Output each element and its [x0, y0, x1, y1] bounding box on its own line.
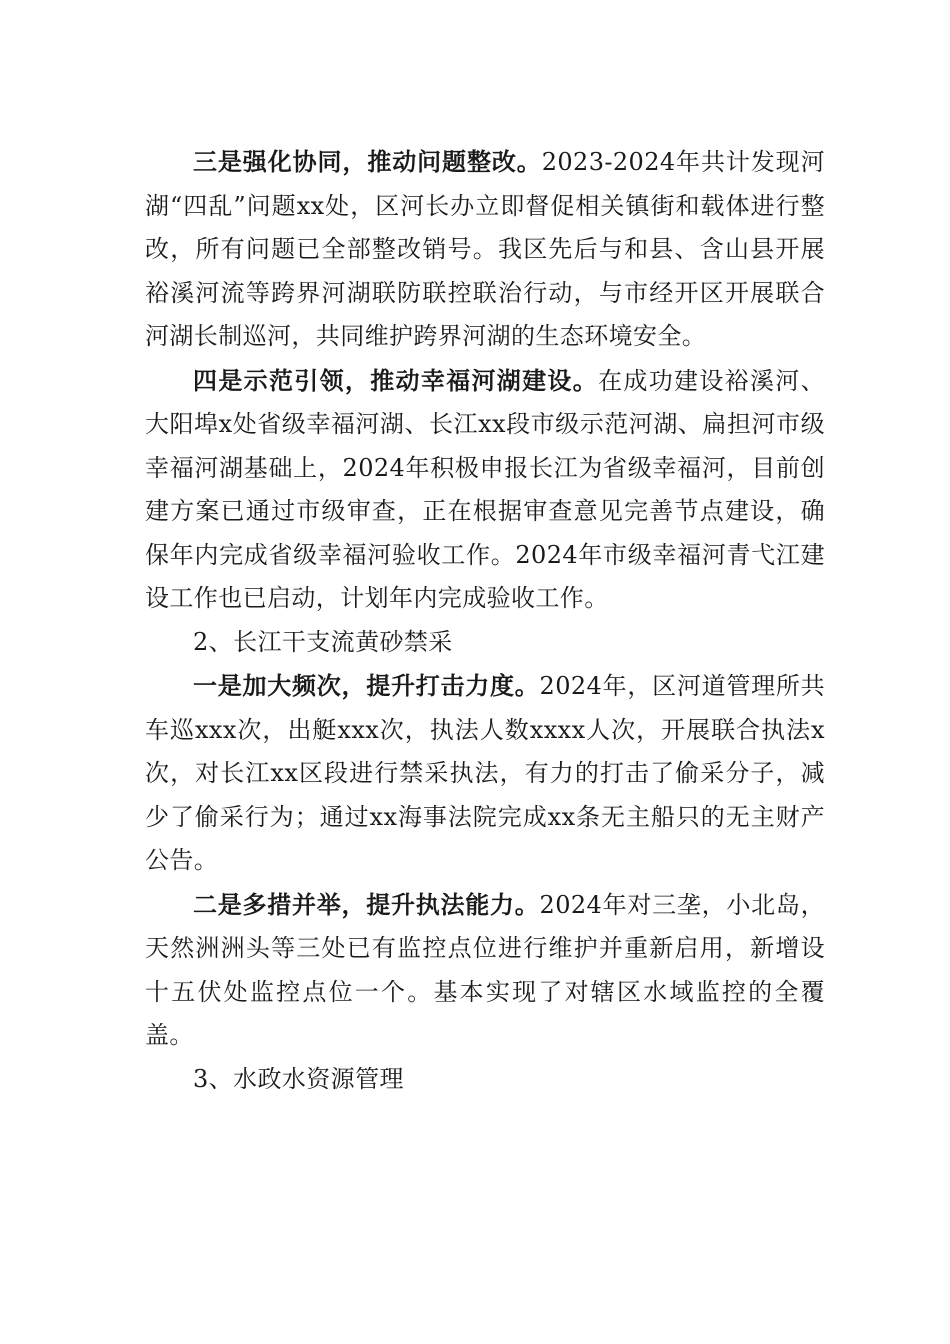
paragraph-text: 2024年，区河道管理所共车巡xxx次，出艇xxx次，执法人数xxxx人次，开展联合执法x次，对长江xx区段进行禁采执法，有力的打击了偷采分子，减少了偷采行为；通过xx海事法院完成xx条无主船只的无主财产公告。 [145, 672, 825, 874]
paragraph-text: 2024年对三垄，小北岛，天然洲洲头等三处已有监控点位进行维护并重新启用，新增设十五伏处监控点位一个。基本实现了对辖区水域监控的全覆盖。 [145, 890, 825, 1049]
paragraph-demonstration [145, 359, 825, 621]
paragraph-lead: 三是强化协同，推动问题整改。 [193, 147, 542, 176]
paragraph-text: 2023-2024年共计发现河湖“四乱”问题xx处，区河长办立即督促相关镇街和载体进行整改，所有问题已全部整改销号。我区先后与和县、含山县开展裕溪河流等跨界河湖联防联控联治行动，与市经开区开展联合河湖长制巡河，共同维护跨界河湖的生态环境安全。 [145, 148, 825, 350]
paragraph-lead: 一是加大频次，提升打击力度。 [193, 671, 540, 700]
paragraph-lead: 二是多措并举，提升执法能力。 [193, 889, 540, 919]
paragraph-text: 在成功建设裕溪河、大阳埠x处省级幸福河湖、长江xx段市级示范河湖、扁担河市级幸福河湖基础上，2024年积极申报长江为省级幸福河，目前创建方案已通过市级审查，正在根据审查意见完善节点建设，确保年内完成省级幸福河验收工作。2024年市级幸福河青弋江建设工作也已启动，计划年内完成验收工作。 [145, 366, 825, 612]
paragraph-collaboration [145, 140, 825, 359]
document-body [145, 140, 825, 1101]
section-heading-water-administration: 3、水政水资源管理 [193, 1064, 404, 1093]
paragraph-lead: 四是示范引领，推动幸福河湖建设。 [193, 365, 599, 395]
section-heading-sand-mining-ban: 2、长江干支流黄砂禁采 [193, 627, 453, 656]
paragraph-frequency [145, 664, 825, 883]
paragraph-measures [145, 883, 825, 1058]
